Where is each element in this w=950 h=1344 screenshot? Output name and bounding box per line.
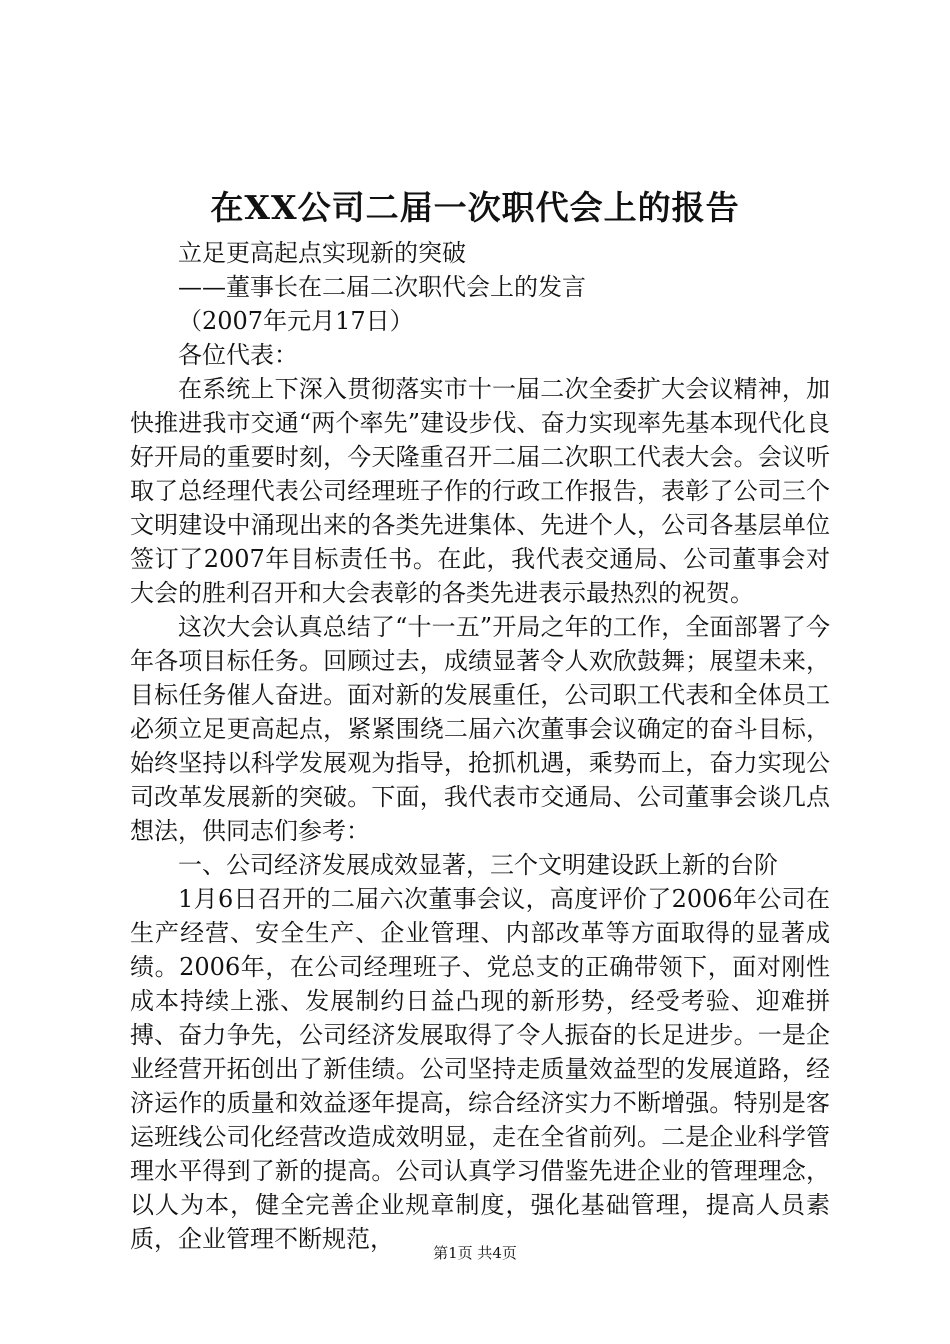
- subtitle: 立足更高起点实现新的突破: [178, 239, 466, 267]
- document-body: [130, 236, 830, 1256]
- salutation: 各位代表：: [178, 341, 298, 369]
- body-paragraph: 这次大会认真总结了“十一五”开局之年的工作，全面部署了今年各项目标任务。回顾过去，成绩显著令人欢欣鼓舞；展望未来，目标任务催人奋进。面对新的发展重任，公司职工代表和全体员工必须立足更高起点，紧紧围绕二届六次董事会议确定的奋斗目标，始终坚持以科学发展观为指导，抢抓机遇，乘势而上，奋力实现公司改革发展新的突破。下面，我代表市交通局、公司董事会谈几点想法，供同志们参考：: [130, 613, 830, 845]
- body-paragraph: 1月6日召开的二届六次董事会议，高度评价了2006年公司在生产经营、安全生产、企业管理、内部改革等方面取得的显著成绩。2006年，在公司经理班子、党总支的正确带领下，面对刚性成本持续上涨、发展制约日益凸现的新形势，经受考验、迎难拼搏、奋力争先，公司经济发展取得了令人振奋的长足进步。一是企业经营开拓创出了新佳绩。公司坚持走质量效益型的发展道路，经济运作的质量和效益逐年提高，综合经济实力不断增强。特别是客运班线公司化经营改造成效明显，走在全省前列。二是企业科学管理水平得到了新的提高。公司认真学习借鉴先进企业的管理理念，以人为本，健全完善企业规章制度，强化基础管理，提高人员素质，企业管理不断规范，: [130, 885, 830, 1253]
- body-paragraph: 在系统上下深入贯彻落实市十一届二次全委扩大会议精神，加快推进我市交通“两个率先”建设步伐、奋力实现率先基本现代化良好开局的重要时刻，今天隆重召开二届二次职工代表大会。会议听取了总经理代表公司经理班子作的行政工作报告，表彰了公司三个文明建设中涌现出来的各类先进集体、先进个人，公司各基层单位签订了2007年目标责任书。在此，我代表交通局、公司董事会对大会的胜利召开和大会表彰的各类先进表示最热烈的祝贺。: [130, 375, 830, 607]
- document-title: 在XX公司二届一次职代会上的报告: [210, 188, 740, 227]
- section-heading: 一、公司经济发展成效显著，三个文明建设跃上新的台阶: [178, 851, 778, 879]
- page-number-footer: 第1页 共4页: [433, 1244, 517, 1262]
- byline: ——董事长在二届二次职代会上的发言: [178, 273, 586, 301]
- date-line: （2007年元月17日）: [178, 307, 414, 335]
